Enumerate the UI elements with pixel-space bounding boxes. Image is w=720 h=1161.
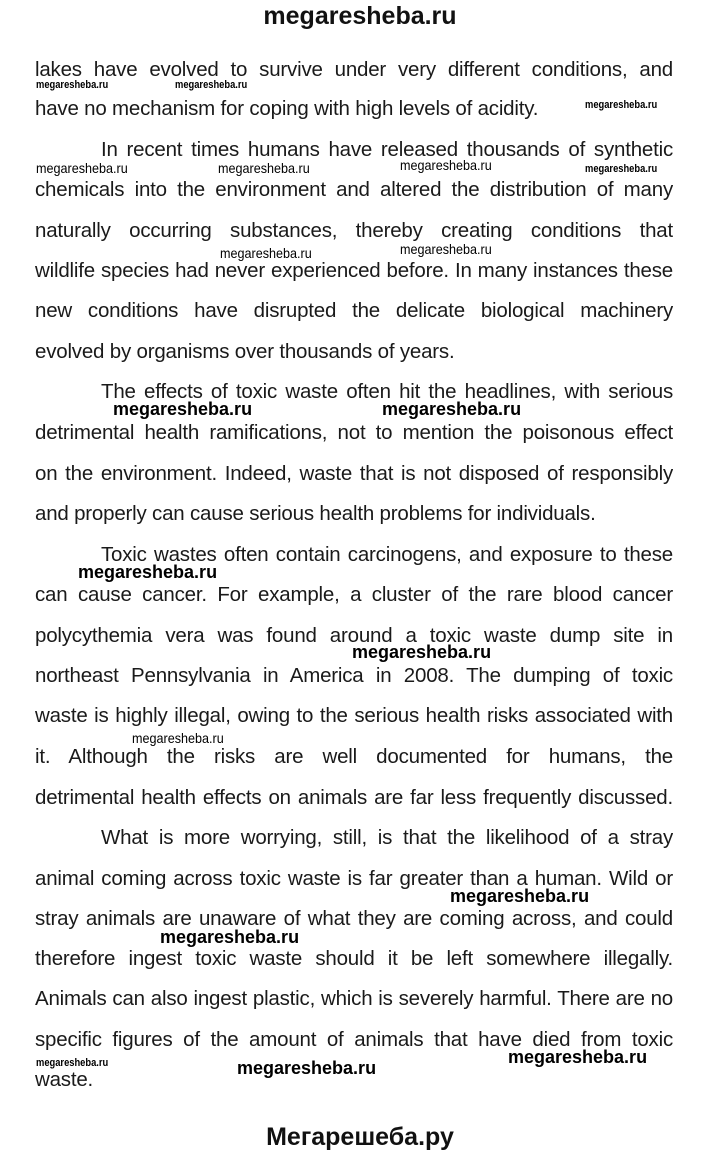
watermark: megaresheba.ru xyxy=(36,160,128,176)
text-line: animal coming across toxic waste is far greater than a human. Wild or xyxy=(35,867,673,890)
text-line: have no mechanism for coping with high levels of acidity. xyxy=(35,97,539,120)
watermark: megaresheba.ru xyxy=(508,1047,648,1067)
text-line: stray animals are unaware of what they are coming across, and could xyxy=(35,907,673,930)
watermark: megaresheba.ru xyxy=(400,241,492,257)
text-line: Animals can also ingest plastic, which is severely harmful. There are no xyxy=(35,987,673,1010)
text-line: polycythemia vera was found around a toxic waste dump site in xyxy=(35,624,673,647)
text-line: detrimental health ramifications, not to mention the poisonous effect xyxy=(35,421,673,444)
watermark: megaresheba.ru xyxy=(175,79,248,91)
text-line: chemicals into the environment and altered the distribution of many xyxy=(35,178,673,201)
watermark: megaresheba.ru xyxy=(78,562,218,582)
watermark: megaresheba.ru xyxy=(220,245,312,261)
text-line: evolved by organisms over thousands of years. xyxy=(35,340,455,363)
watermark: megaresheba.ru xyxy=(36,79,109,91)
text-line: waste is highly illegal, owing to the serious health risks associated with xyxy=(35,704,673,727)
watermark: megaresheba.ru xyxy=(160,927,300,947)
text-line: and properly can cause serious health problems for individuals. xyxy=(35,502,596,525)
text-line: on the environment. Indeed, waste that is not disposed of responsibly xyxy=(35,462,673,485)
text-line: naturally occurring substances, thereby creating conditions that xyxy=(35,219,673,242)
watermark: megaresheba.ru xyxy=(450,886,590,906)
text-line: Toxic wastes often contain carcinogens, and exposure to these xyxy=(101,543,673,566)
text-line: therefore ingest toxic waste should it be left somewhere illegally. xyxy=(35,947,673,970)
watermark: megaresheba.ru xyxy=(218,160,310,176)
text-line: waste. xyxy=(35,1068,94,1091)
text-line: wildlife species had never experienced before. In many instances these xyxy=(35,259,673,282)
text-line: What is more worrying, still, is that the likelihood of a stray xyxy=(101,826,673,849)
watermark: megaresheba.ru xyxy=(36,1057,109,1069)
watermark: megaresheba.ru xyxy=(352,642,492,662)
text-line: specific figures of the amount of animals that have died from toxic xyxy=(35,1028,673,1051)
text-line: northeast Pennsylvania in America in 2008. The dumping of toxic xyxy=(35,664,673,687)
watermark: megaresheba.ru xyxy=(237,1058,377,1078)
watermark: megaresheba.ru xyxy=(113,399,253,419)
text-line: In recent times humans have released thousands of synthetic xyxy=(101,138,673,161)
watermark: megaresheba.ru xyxy=(382,399,522,419)
site-header: megaresheba.ru xyxy=(263,2,457,30)
watermark: megaresheba.ru xyxy=(585,99,658,111)
watermark: megaresheba.ru xyxy=(585,163,658,175)
watermark: megaresheba.ru xyxy=(132,730,224,746)
text-line: detrimental health effects on animals are far less frequently discussed. xyxy=(35,786,673,809)
text-line: new conditions have disrupted the delicate biological machinery xyxy=(35,299,673,322)
text-line: lakes have evolved to survive under very different conditions, and xyxy=(35,58,673,81)
text-line: can cause cancer. For example, a cluster of the rare blood cancer xyxy=(35,583,673,606)
watermark: megaresheba.ru xyxy=(400,157,492,173)
text-line: it. Although the risks are well documented for humans, the xyxy=(35,745,673,768)
text-line: The effects of toxic waste often hit the headlines, with serious xyxy=(101,380,673,403)
site-footer: Мегарешеба.ру xyxy=(266,1123,454,1151)
